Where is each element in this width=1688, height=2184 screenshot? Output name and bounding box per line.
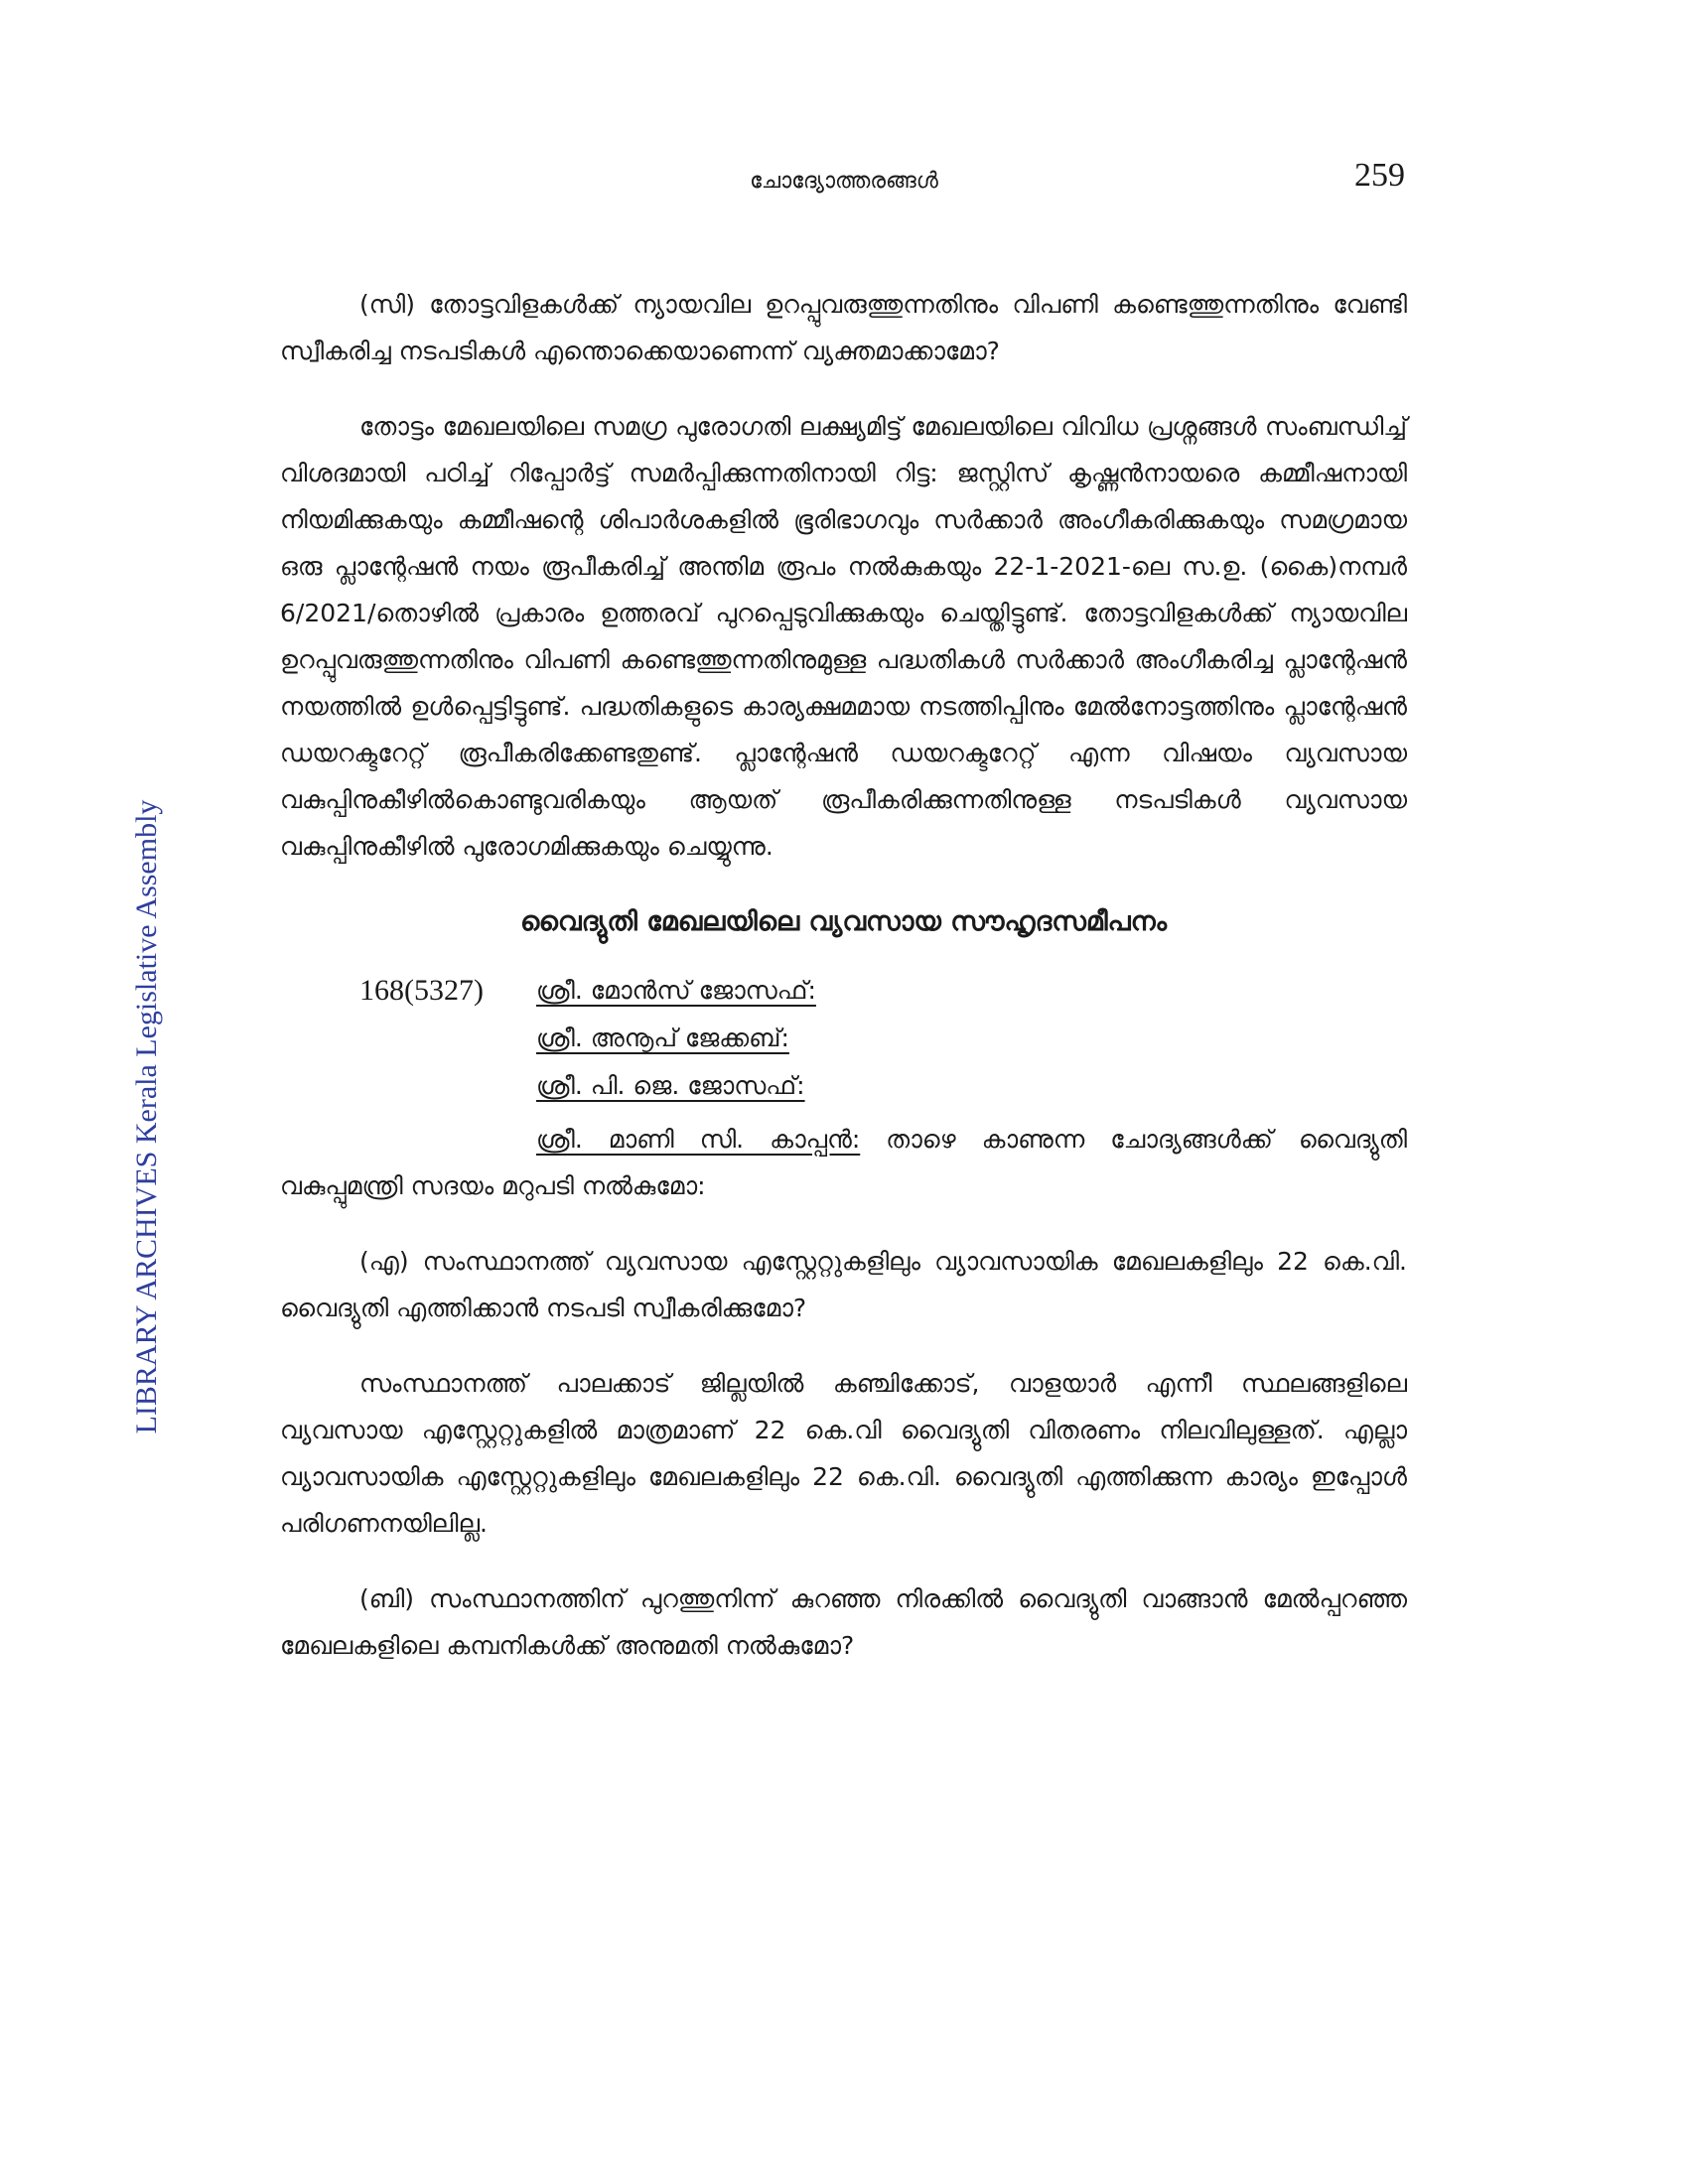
section-heading: വൈദ്യുതി മേഖലയിലെ വ്യവസായ സൗഹൃദസമീപനം <box>519 906 1168 937</box>
member-name: ശ്രീ. പി. ജെ. ജോസഫ്: <box>536 1071 805 1100</box>
answer-c-paragraph: തോട്ടം മേഖലയിലെ സമഗ്ര പുരോഗതി ലക്ഷ്യമിട്ട് മേഖലയിലെ വിവിധ പ്രശ്നങ്ങൾ സംബന്ധിച്ച് വിശദമായി പഠിച്ച് റിപ്പോർട്ട് സമർപ്പിക്കുന്നതിനായി റിട്ട: ജസ്റ്റിസ് കൃഷ്ണൻനായരെ കമ്മീഷനായി നിയമിക്കുകയും കമ്മീഷന്റെ ശിപാർശകളിൽ ഭൂരിഭാഗവും സർക്കാർ അംഗീകരിക്കുകയും സമഗ്രമായ ഒരു പ്ലാന്റേഷൻ നയം രൂപീകരിച്ച് അന്തിമ രൂപം നൽകുകയും 22-1-2021-ലെ സ.ഉ. (കൈ)നമ്പർ 6/2021/തൊഴിൽ പ്രകാരം ഉത്തരവ് പുറപ്പെടുവിക്കുകയും ചെയ്തിട്ടുണ്ട്. തോട്ടവിളകൾക്ക് ന്യായവില ഉറപ്പുവരുത്തുന്നതിനും വിപണി കണ്ടെത്തുന്നതിനുമുള്ള പദ്ധതികൾ സർക്കാർ അംഗീകരിച്ച പ്ലാന്റേഷൻ നയത്തിൽ ഉൾപ്പെട്ടിട്ടുണ്ട്. പദ്ധതികളുടെ കാര്യക്ഷമമായ നടത്തിപ്പിനും മേൽനോട്ടത്തിനും പ്ലാന്റേഷൻ ഡയറക്ടറേറ്റ് രൂപീകരിക്കേണ്ടതുണ്ട്. പ്ലാന്റേഷൻ ഡയറക്ടറേറ്റ് എന്ന വിഷയം വ്യവസായ വകുപ്പിനുകീഴിൽകൊണ്ടുവരികയും ആയത് രൂപീകരിക്കുന്നതിനുള്ള നടപടികൾ വ്യവസായ വകുപ്പിനുകീഴിൽ പുരോഗമിക്കുകയും ചെയ്യുന്നു. <box>280 412 1407 861</box>
page-header-title: ചോദ്യോത്തരങ്ങൾ <box>750 169 938 194</box>
member-name: ശ്രീ. അനൂപ് ജേക്കബ്: <box>536 1024 789 1052</box>
archive-watermark: LIBRARY ARCHIVES Kerala Legislative Assembly <box>130 799 163 1434</box>
question-b-paragraph: (ബി) സംസ്ഥാനത്തിന് പുറത്തുനിന്ന് കുറഞ്ഞ നിരക്കിൽ വൈദ്യുതി വാങ്ങാൻ മേൽപ്പറഞ്ഞ മേഖലകളിലെ കമ്പനികൾക്ക് അനുമതി നൽകുമോ? <box>280 1584 1407 1660</box>
question-number: 168(5327) <box>359 974 484 1007</box>
member-row <box>280 1062 1407 1110</box>
question-request-text: താഴെ കാണുന്ന ചോദ്യങ്ങൾക്ക് വൈദ്യുതി വകുപ്പുമന്ത്രി സദയം മറുപടി നൽകുമോ: <box>280 1125 1407 1200</box>
member-name-last: ശ്രീ. മാണി സി. കാപ്പൻ: <box>536 1125 861 1154</box>
answer-a-paragraph: സംസ്ഥാനത്ത് പാലക്കാട് ജില്ലയിൽ കഞ്ചിക്കോട്, വാളയാർ എന്നീ സ്ഥലങ്ങളിലെ വ്യവസായ എസ്റ്റേറ്റുകളിൽ മാത്രമാണ് 22 കെ.വി വൈദ്യുതി വിതരണം നിലവിലുള്ളത്. എല്ലാ വ്യാവസായിക എസ്റ്റേറ്റുകളിലും മേഖലകളിലും 22 കെ.വി. വൈദ്യുതി എത്തിക്കുന്ന കാര്യം ഇപ്പോൾ പരിഗണനയിലില്ല. <box>280 1369 1407 1538</box>
member-row <box>280 1015 1407 1062</box>
question-members-block <box>280 967 1407 1110</box>
question-request-paragraph <box>280 1116 1407 1209</box>
page-number: 259 <box>1354 157 1405 194</box>
document-body <box>280 281 1407 1698</box>
question-a-paragraph: (എ) സംസ്ഥാനത്ത് വ്യവസായ എസ്റ്റേറ്റുകളിലും വ്യാവസായിക മേഖലകളിലും 22 കെ.വി. വൈദ്യുതി എത്തിക്കാൻ നടപടി സ്വീകരിക്കുമോ? <box>280 1247 1407 1322</box>
question-c-paragraph: (സി) തോട്ടവിളകൾക്ക് ന്യായവില ഉറപ്പുവരുത്തുന്നതിനും വിപണി കണ്ടെത്തുന്നതിനും വേണ്ടി സ്വീകരിച്ച നടപടികൾ എന്തൊക്കെയാണെന്ന് വ്യക്തമാക്കാമോ? <box>280 290 1407 365</box>
member-name: ശ്രീ. മോൻസ് ജോസഫ്: <box>536 976 816 1005</box>
member-row <box>280 967 1407 1015</box>
